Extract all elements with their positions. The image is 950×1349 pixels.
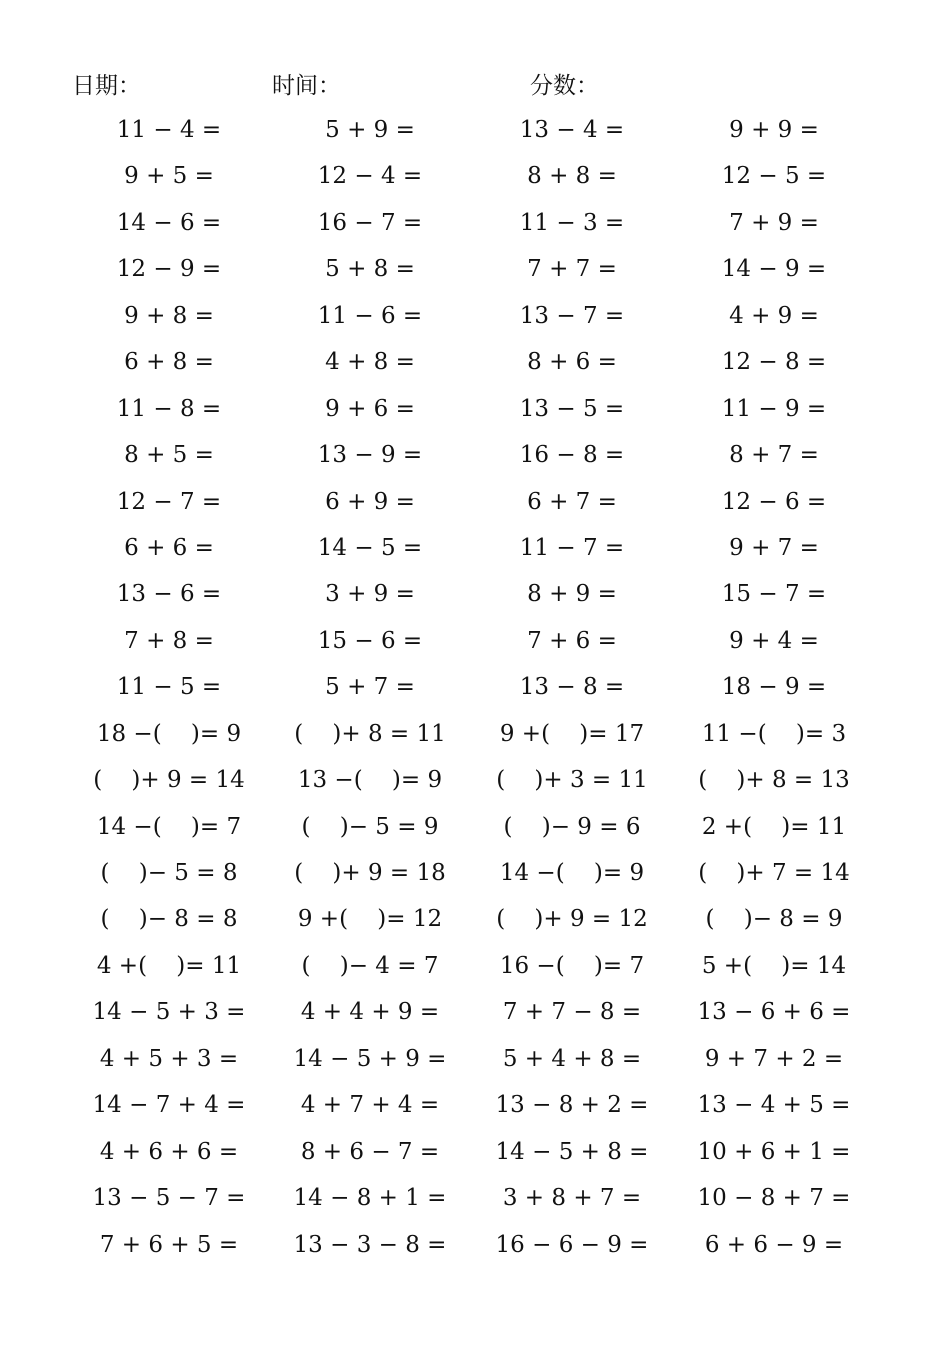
- math-problem: 4 + 6 + 6 =: [99, 1138, 239, 1165]
- math-problem: 11 − 4 =: [116, 117, 222, 143]
- math-problem: 6 + 8 =: [124, 349, 214, 376]
- problem-row: [0, 664, 950, 710]
- math-problem: 12 − 7 =: [116, 488, 222, 515]
- math-problem: 6 + 6 =: [124, 534, 214, 561]
- problem-row: [0, 896, 950, 942]
- problem-row: [0, 479, 950, 525]
- math-problem: 7 + 7 − 8 =: [502, 999, 642, 1026]
- math-problem: 14 − 5 + 3 =: [92, 999, 246, 1026]
- math-problem: 12 − 6 =: [721, 488, 827, 515]
- math-problem: 11 − 9 =: [721, 395, 827, 422]
- math-problem: 13 − 5 =: [519, 395, 625, 422]
- math-problem: 9 + 4 =: [729, 627, 819, 654]
- math-problem: 9 + 5 =: [124, 163, 214, 190]
- math-problem: 14 − 5 =: [317, 534, 423, 561]
- math-problem: 11 − 7 =: [519, 534, 625, 561]
- math-problem: 13 − 6 =: [116, 581, 222, 608]
- math-problem: 10 + 6 + 1 =: [697, 1138, 851, 1165]
- math-problem: 8 + 6 − 7 =: [300, 1138, 440, 1165]
- math-problem: 14 − 5 + 8 =: [495, 1138, 649, 1165]
- math-problem: 13 −( )= 9: [297, 767, 443, 794]
- math-problem: 9 + 7 =: [729, 534, 819, 561]
- math-problem: ( )− 4 = 7: [301, 952, 439, 979]
- math-problem: ( )+ 3 = 11: [496, 767, 648, 794]
- problem-row: [0, 1082, 950, 1128]
- math-problem: 7 + 8 =: [124, 627, 214, 654]
- math-problem: 12 − 5 =: [721, 163, 827, 190]
- math-problem: 13 − 4 + 5 =: [697, 1092, 851, 1119]
- math-problem: 15 − 6 =: [317, 627, 423, 654]
- math-problem: 8 + 8 =: [527, 163, 617, 190]
- math-problem: 18 − 9 =: [721, 674, 827, 701]
- math-problem: ( )− 5 = 9: [301, 813, 439, 840]
- math-problem: 5 + 7 =: [325, 674, 415, 701]
- math-problem: 3 + 9 =: [325, 581, 415, 608]
- problem-row: [0, 432, 950, 478]
- math-problem: 14 − 6 =: [116, 209, 222, 236]
- math-problem: 14 − 7 + 4 =: [92, 1092, 246, 1119]
- math-problem: ( )+ 9 = 14: [93, 767, 245, 794]
- math-problem: 16 − 7 =: [317, 209, 423, 236]
- problem-row: [0, 293, 950, 339]
- math-problem: 4 + 9 =: [729, 302, 819, 329]
- date-label: 日期：: [72, 73, 141, 99]
- math-problem: 9 +( )= 12: [297, 906, 443, 933]
- math-problem: 12 − 9 =: [116, 256, 222, 283]
- math-problem: 11 − 5 =: [116, 674, 222, 701]
- math-problem: 13 − 3 − 8 =: [293, 1231, 447, 1258]
- problem-row: [0, 339, 950, 385]
- math-problem: 7 + 6 =: [527, 627, 617, 654]
- math-problem: 6 + 6 − 9 =: [704, 1231, 844, 1258]
- problem-row: [0, 943, 950, 989]
- math-problem: 14 −( )= 9: [499, 860, 645, 886]
- problem-row: [0, 757, 950, 803]
- math-problem: ( )+ 8 = 11: [294, 720, 446, 747]
- score-label: 分数：: [530, 73, 599, 99]
- math-problem: 5 + 9 =: [325, 117, 415, 143]
- math-problem: 13 − 8 + 2 =: [495, 1092, 649, 1119]
- math-problem: 8 + 5 =: [124, 442, 214, 469]
- time-label: 时间：: [272, 73, 341, 99]
- math-problem: ( )− 9 = 6: [503, 813, 641, 840]
- math-problem: 4 + 7 + 4 =: [300, 1092, 440, 1119]
- problem-row: [0, 107, 950, 153]
- problem-row: [0, 711, 950, 757]
- math-problem: 9 + 6 =: [325, 395, 415, 422]
- math-problem: 11 − 3 =: [519, 209, 625, 236]
- problem-row: [0, 1036, 950, 1082]
- math-problem: 16 − 8 =: [519, 442, 625, 469]
- math-problem: 16 − 6 − 9 =: [495, 1231, 649, 1258]
- math-problem: 4 +( )= 11: [96, 952, 242, 979]
- math-problem: 4 + 4 + 9 =: [300, 999, 440, 1026]
- problem-row: [0, 1175, 950, 1221]
- math-problem: 4 + 8 =: [325, 349, 415, 376]
- math-problem: 9 +( )= 17: [499, 720, 645, 747]
- problem-row: [0, 989, 950, 1035]
- math-problem: 13 − 6 + 6 =: [697, 999, 851, 1026]
- math-problem: 5 +( )= 14: [701, 952, 847, 979]
- math-problem: 3 + 8 + 7 =: [502, 1185, 642, 1212]
- problem-row: [0, 804, 950, 850]
- math-problem: ( )− 5 = 8: [100, 860, 238, 886]
- math-problem: 13 − 8 =: [519, 674, 625, 701]
- problem-row: [0, 1222, 950, 1268]
- math-problem: 14 −( )= 7: [96, 813, 242, 840]
- math-problem: 2 +( )= 11: [701, 813, 847, 840]
- math-problem: 8 + 7 =: [729, 442, 819, 469]
- problem-row: [0, 246, 950, 292]
- math-problem: 9 + 8 =: [124, 302, 214, 329]
- math-problem: ( )+ 9 = 12: [496, 906, 648, 933]
- math-problem: 7 + 9 =: [729, 209, 819, 236]
- math-problem: 13 − 7 =: [519, 302, 625, 329]
- math-problem: 10 − 8 + 7 =: [697, 1185, 851, 1212]
- math-problem: 12 − 8 =: [721, 349, 827, 376]
- problem-row: [0, 200, 950, 246]
- math-problem: 16 −( )= 7: [499, 952, 645, 979]
- math-problem: 14 − 5 + 9 =: [293, 1045, 447, 1072]
- math-problem: 13 − 4 =: [519, 117, 625, 143]
- math-problem: 13 − 9 =: [317, 442, 423, 469]
- problem-grid: [0, 107, 950, 1268]
- math-problem: 7 + 6 + 5 =: [99, 1231, 239, 1258]
- math-problem: 12 − 4 =: [317, 163, 423, 190]
- math-problem: 14 − 8 + 1 =: [293, 1185, 447, 1212]
- math-problem: 9 + 7 + 2 =: [704, 1045, 844, 1072]
- problem-row: [0, 525, 950, 571]
- problem-row: [0, 1129, 950, 1175]
- math-problem: 18 −( )= 9: [96, 720, 242, 747]
- math-problem: 14 − 9 =: [721, 256, 827, 283]
- math-problem: ( )+ 7 = 14: [698, 860, 850, 886]
- math-problem: 13 − 5 − 7 =: [92, 1185, 246, 1212]
- math-problem: 8 + 6 =: [527, 349, 617, 376]
- problem-row: [0, 386, 950, 432]
- math-problem: 6 + 9 =: [325, 488, 415, 515]
- math-problem: 5 + 8 =: [325, 256, 415, 283]
- math-problem: 11 −( )= 3: [701, 720, 847, 747]
- math-problem: ( )− 8 = 8: [100, 906, 238, 933]
- math-problem: 9 + 9 =: [729, 117, 819, 143]
- problem-row: [0, 850, 950, 896]
- math-problem: 11 − 6 =: [317, 302, 423, 329]
- math-problem: 15 − 7 =: [721, 581, 827, 608]
- math-problem: 5 + 4 + 8 =: [502, 1045, 642, 1072]
- math-problem: ( )+ 8 = 13: [698, 767, 850, 794]
- math-problem: ( )− 8 = 9: [705, 906, 843, 933]
- problem-row: [0, 571, 950, 617]
- math-problem: 4 + 5 + 3 =: [99, 1045, 239, 1072]
- math-problem: 7 + 7 =: [527, 256, 617, 283]
- math-problem: 8 + 9 =: [527, 581, 617, 608]
- problem-row: [0, 618, 950, 664]
- worksheet-header: [0, 68, 950, 104]
- math-problem: 6 + 7 =: [527, 488, 617, 515]
- math-problem: ( )+ 9 = 18: [294, 860, 446, 886]
- problem-row: [0, 153, 950, 199]
- math-problem: 11 − 8 =: [116, 395, 222, 422]
